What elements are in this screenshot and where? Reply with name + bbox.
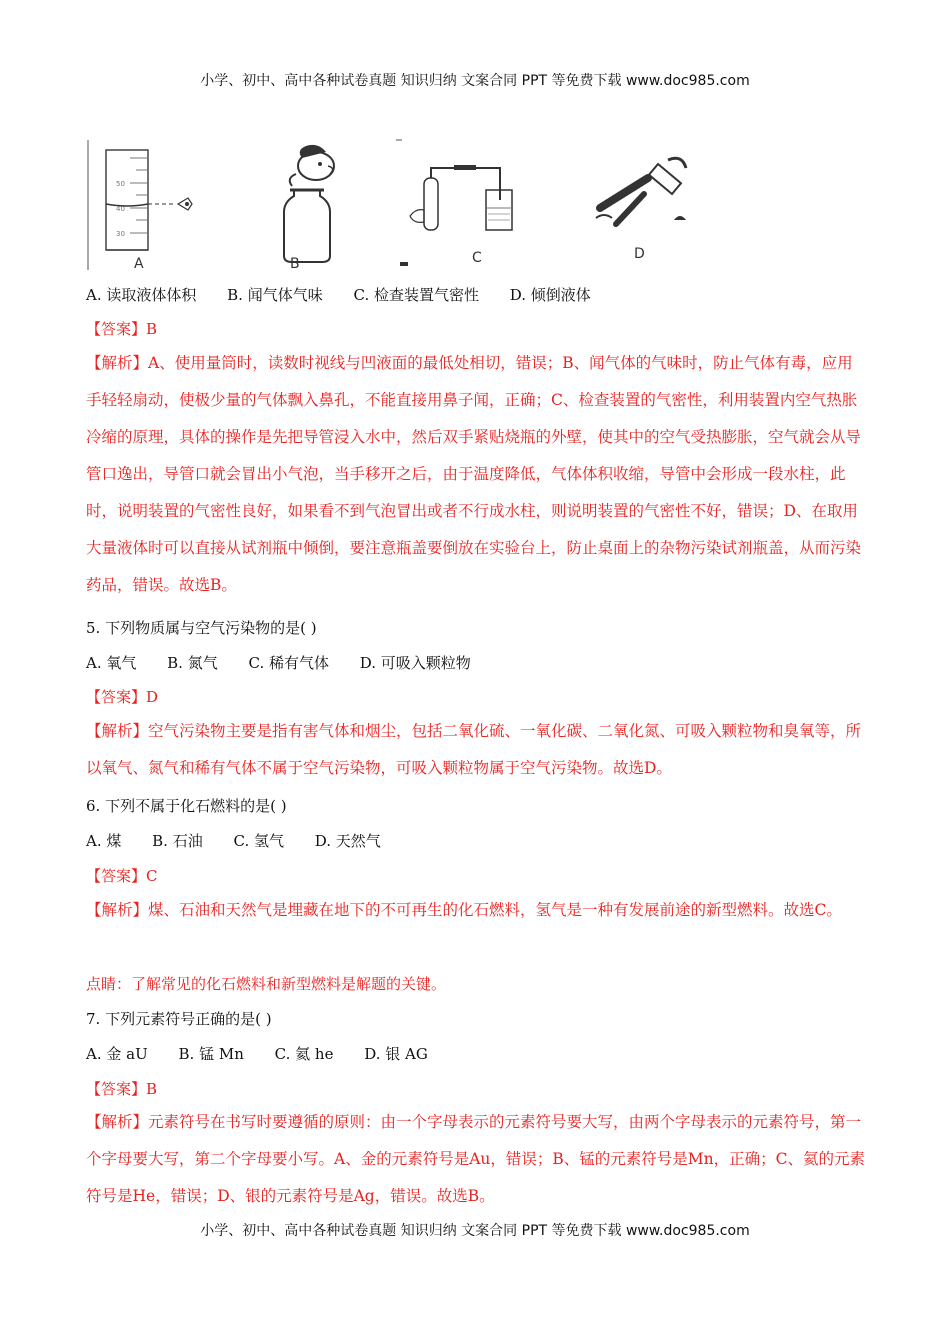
option-c: C. 氦 he: [274, 1045, 334, 1063]
option-c: C. 稀有气体: [248, 654, 329, 672]
option-d: D. 天然气: [314, 832, 381, 850]
page-footer: 小学、初中、高中各种试卷真题 知识归纳 文案合同 PPT 等免费下载 www.doc985.com: [200, 1223, 750, 1239]
q4-answer: 【答案】B: [86, 320, 158, 338]
option-c: C. 检查装置气密性: [353, 286, 479, 304]
option-a: A. 金 aU: [86, 1045, 148, 1063]
option-a: A. 读取液体体积: [86, 286, 197, 304]
figure-b-label: B: [290, 256, 300, 272]
option-b: B. 氮气: [167, 654, 218, 672]
figure-c-airtight: [394, 138, 524, 273]
q6-stem: 6. 下列不属于化石燃料的是( ): [86, 797, 287, 815]
figure-a-cylinder: [86, 138, 216, 273]
tick-label: 40: [116, 205, 125, 213]
q4-options: [86, 284, 617, 305]
figure-c-label: C: [472, 250, 482, 266]
option-d: D. 可吸入颗粒物: [359, 654, 471, 672]
page-header: 小学、初中、高中各种试卷真题 知识归纳 文案合同 PPT 等免费下载 www.doc985.com: [200, 73, 750, 89]
q7-stem: 7. 下列元素符号正确的是( ): [86, 1010, 272, 1028]
q6-note: 点睛：了解常见的化石燃料和新型燃料是解题的关键。: [86, 975, 447, 993]
option-a: A. 煤: [86, 832, 122, 850]
q6-options: [86, 830, 407, 851]
q7-options: [86, 1043, 454, 1064]
option-b: B. 锰 Mn: [178, 1045, 244, 1063]
q6-analysis: 【解析】煤、石油和天然气是埋藏在地下的不可再生的化石燃料，氢气是一种有发展前途的新型燃料。故选C。: [86, 901, 842, 919]
tick-label: 30: [116, 230, 125, 238]
q6-answer: 【答案】C: [86, 867, 158, 885]
option-a: A. 氧气: [86, 654, 137, 672]
figure-d-label: D: [634, 246, 645, 262]
figure-a-label: A: [134, 256, 144, 272]
option-d: D. 银 AG: [364, 1045, 428, 1063]
option-c: C. 氢气: [233, 832, 284, 850]
experiment-figures: [86, 138, 706, 273]
option-d: D. 倾倒液体: [509, 286, 591, 304]
q5-options: [86, 652, 497, 673]
figure-d-pour: [586, 138, 706, 273]
q5-answer: 【答案】D: [86, 688, 159, 706]
q7-answer: 【答案】B: [86, 1080, 158, 1098]
q5-analysis: 【解析】空气污染物主要是指有害气体和烟尘，包括二氧化硫、一氧化碳、二氧化氮、可吸入颗粒物和臭氧等，所以氧气、氮气和稀有气体不属于空气污染物，可吸入颗粒物属于空气污染物。故选D。: [86, 722, 862, 777]
option-b: B. 闻气体气味: [227, 286, 323, 304]
figure-b-smell: [246, 138, 376, 273]
q4-analysis: 【解析】A、使用量筒时，读数时视线与凹液面的最低处相切，错误；B、闻气体的气味时，防止气体有毒，应用手轻轻扇动，使极少量的气体飘入鼻孔，不能直接用鼻子闻，正确；C、检查装置的气密性，利用装置内空气热胀冷缩的原理，具体的操作是先把导管浸入水中，然后双手紧贴烧瓶的外壁，使其中的空气受热膨胀，空气就会从导管口逸出，导管口就会冒出小气泡，当手移开之后，由于温度降低，气体体积收缩，导管中会形成一段水柱，此时，说明装置的气密性良好，如果看不到气泡冒出或者不行成水柱，则说明装置的气密性不好，错误；D、在取用大量液体时可以直接从试剂瓶中倾倒，要注意瓶盖要倒放在实验台上，防止桌面上的杂物污染试剂瓶盖，从而污染药品，错误。故选B。: [86, 354, 862, 594]
option-b: B. 石油: [152, 832, 203, 850]
q7-analysis: 【解析】元素符号在书写时要遵循的原则：由一个字母表示的元素符号要大写，由两个字母表示的元素符号，第一个字母要大写，第二个字母要小写。A、金的元素符号是Au，错误；B、锰的元素符号是Mn，正确；C、氦的元素符号是He，错误；D、银的元素符号是Ag，错误。故选B。: [86, 1113, 865, 1205]
tick-label: 50: [116, 180, 125, 188]
q5-stem: 5. 下列物质属与空气污染物的是( ): [86, 619, 317, 637]
